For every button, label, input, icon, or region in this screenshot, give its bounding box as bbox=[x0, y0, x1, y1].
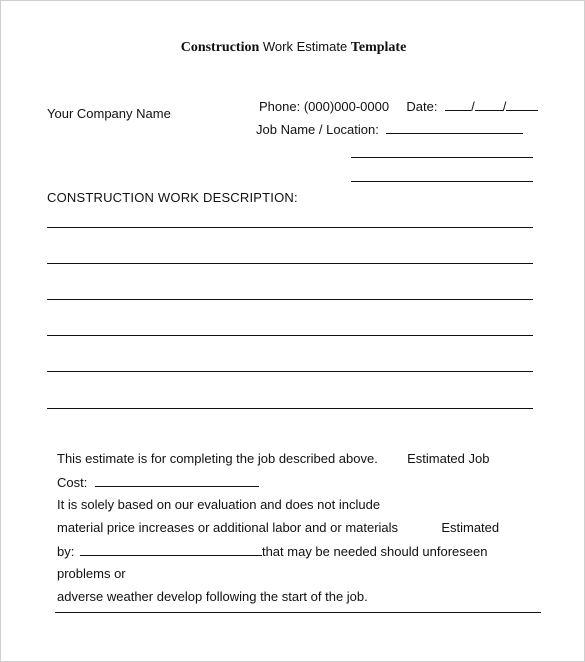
title-word-construction: Construction bbox=[180, 40, 260, 55]
estimate-line-1 bbox=[57, 451, 489, 466]
date-label: Date: bbox=[406, 99, 438, 114]
description-line-6[interactable] bbox=[47, 408, 533, 409]
job-location-row bbox=[256, 121, 523, 137]
estimate-line-5 bbox=[57, 543, 487, 559]
estimate-line-4 bbox=[57, 520, 499, 535]
by-label: by: bbox=[57, 544, 75, 559]
description-line-1[interactable] bbox=[47, 227, 533, 228]
document-title bbox=[1, 39, 585, 56]
description-line-5[interactable] bbox=[47, 371, 533, 372]
description-line-3[interactable] bbox=[47, 299, 533, 300]
cost-label: Cost: bbox=[57, 475, 88, 490]
estimate-line-6: problems or bbox=[57, 566, 126, 581]
estimate-line-2 bbox=[57, 474, 259, 490]
description-line-4[interactable] bbox=[47, 335, 533, 336]
date-day-blank[interactable] bbox=[475, 98, 503, 111]
estimate-line-3: It is solely based on our evaluation and does not include bbox=[57, 497, 381, 512]
estimated-by-blank[interactable] bbox=[80, 543, 262, 556]
location-line-2[interactable] bbox=[351, 157, 533, 158]
job-location-blank[interactable] bbox=[386, 121, 523, 134]
title-word-work-estimate: Work Estimate bbox=[262, 39, 348, 54]
job-location-label: Job Name / Location: bbox=[256, 122, 379, 137]
date-year-blank[interactable] bbox=[506, 98, 538, 111]
bottom-separator-line bbox=[55, 612, 541, 613]
estimate-line-1-text: This estimate is for completing the job described above. bbox=[57, 451, 378, 466]
company-name: Your Company Name bbox=[47, 106, 171, 121]
title-word-template: Template bbox=[350, 40, 407, 55]
location-line-3[interactable] bbox=[351, 181, 533, 182]
date-month-blank[interactable] bbox=[445, 98, 471, 111]
estimate-line-5-text: that may be needed should unforeseen bbox=[261, 544, 488, 559]
estimated-label: Estimated bbox=[441, 520, 500, 535]
phone-date-row: Phone: (000)000-0000 Date: / / bbox=[259, 98, 538, 114]
estimate-line-7: adverse weather develop following the start of the job. bbox=[57, 589, 368, 604]
estimated-job-label: Estimated Job bbox=[407, 451, 490, 466]
estimate-line-4-text: material price increases or additional labor and or materials bbox=[57, 520, 399, 535]
cost-blank[interactable] bbox=[95, 474, 259, 487]
description-line-2[interactable] bbox=[47, 263, 533, 264]
phone-label: Phone: (000)000-0000 bbox=[259, 99, 390, 114]
description-label: CONSTRUCTION WORK DESCRIPTION: bbox=[47, 190, 298, 205]
